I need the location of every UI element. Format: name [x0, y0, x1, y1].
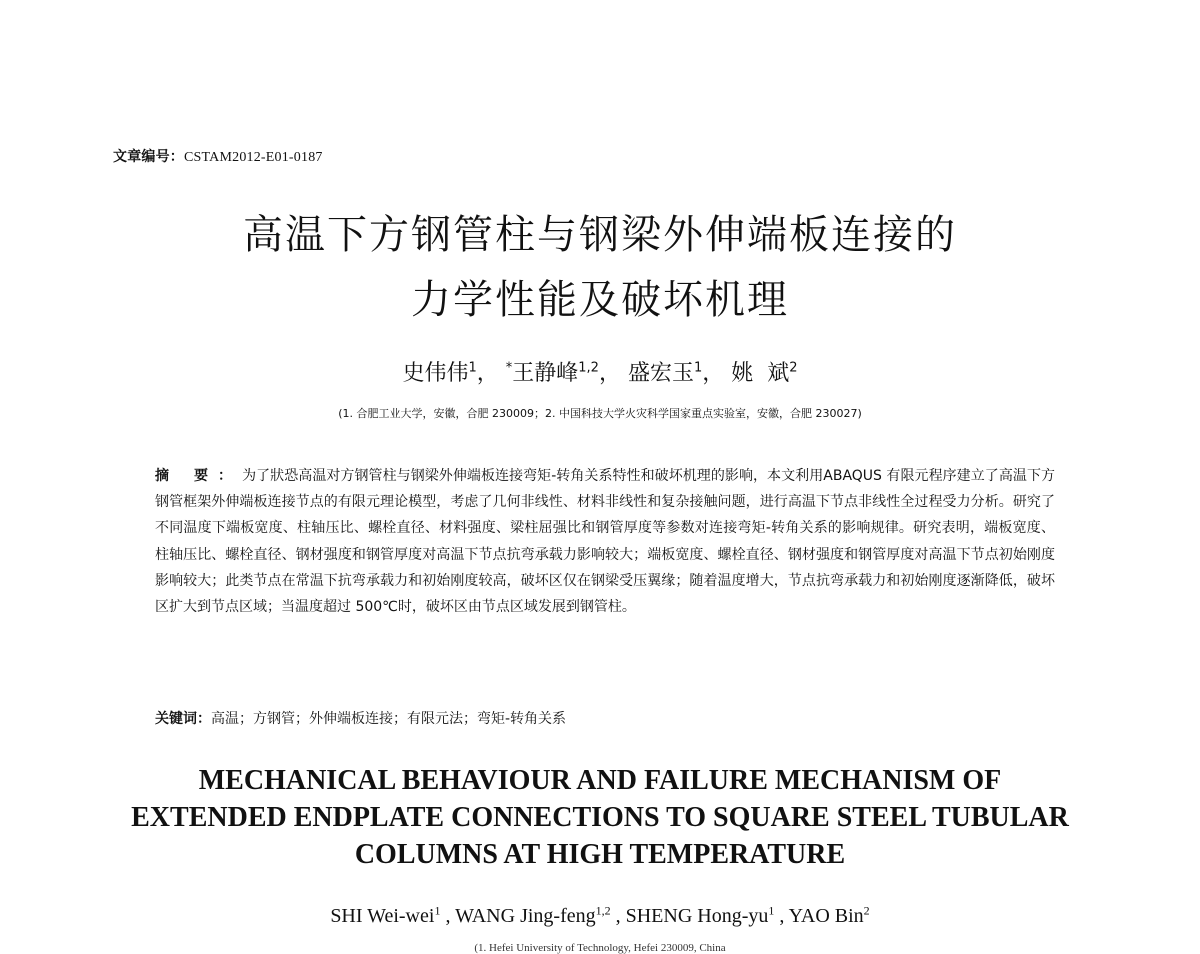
en-author: SHI Wei-wei$^1$ , — [330, 903, 456, 927]
article-number — [113, 146, 323, 166]
en-author: SHENG Hong-$yu^1$ , — [625, 903, 789, 927]
chinese-author-list — [0, 356, 1200, 387]
chinese-title-line-2: 力学性能及破坏机理 — [411, 277, 789, 323]
en-author: WANG Jing-feng$^{1,2}$ , — [455, 903, 626, 927]
keywords — [155, 708, 1055, 728]
chinese-title-line-1: 高温下方钢管柱与钢梁外伸端板连接的 — [243, 212, 957, 258]
abstract-text: 为了狀恐高温对方钢管柱与钢梁外伸端板连接弯矩-转角关系特性和破坏机理的影响，本文利用ABAQUS 有限元程序建立了高温下方钢管框架外伸端板连接节点的有限元理论模型，考虑了几何非线性、材料非线性和复杂接触问题，进行高温下节点非线性全过程受力分析。研究了不同温度下端板宽度、柱轴压比、螺栓直径、材料强度、梁柱屈强比和钢管厚度等参数对连接弯矩-转角关系的影响规律。研究表明，端板宽度、柱轴压比、螺栓直径、钢材强度和钢管厚度对高温下节点抗弯承载力影响较大；端板宽度、螺栓直径、钢材强度和钢管厚度对高温下节点初始刚度影响较大；此类节点在常温下抗弯承载力和初始刚度较高，破坏区仅在钢梁受压翼缘；随着温度增大，节点抗弯承载力和初始刚度逐渐降低，破坏区扩大到节点区域；当温度超过 500℃时，破坏区由节点区域发展到钢管柱。 — [155, 468, 1055, 616]
article-number-label: 文章编号： — [113, 149, 184, 165]
en-author: YAO Bin$^2$ — [788, 903, 870, 927]
cn-author: *王静峰$^{1,2}$， — [505, 360, 621, 386]
cn-author: 姚 斌$^2$ — [731, 360, 798, 386]
abstract-label: 摘 要： — [155, 468, 243, 484]
chinese-affiliation: (1. 合肥工业大学，安徽，合肥 230009；2. 中国科技大学火灾科学国家重点实验室，安徽，合肥 230027) — [338, 407, 862, 420]
english-title-line-1: MECHANICAL BEHAVIOUR AND FAILURE MECHANISM OF — [198, 765, 1002, 796]
abstract — [155, 463, 1055, 620]
keywords-text: 高温；方钢管；外伸端板连接；有限元法；弯矩-转角关系 — [211, 711, 567, 727]
english-author-list — [0, 903, 1200, 928]
english-title-line-2: EXTENDED ENDPLATE CONNECTIONS TO SQUARE STEEL TUBULAR — [131, 802, 1069, 833]
article-number-value: CSTAM2012-E01-0187 — [184, 150, 323, 165]
keywords-label: 关键词： — [155, 711, 211, 727]
english-title-line-3: COLUMNS AT HIGH TEMPERATURE — [354, 839, 846, 870]
cn-author: 盛宏玉$^1$， — [627, 360, 725, 386]
english-affiliation: (1. Hefei University of Technology, Hefei 230009, China — [474, 942, 726, 954]
cn-author: 史伟伟$^1$， — [402, 360, 499, 386]
